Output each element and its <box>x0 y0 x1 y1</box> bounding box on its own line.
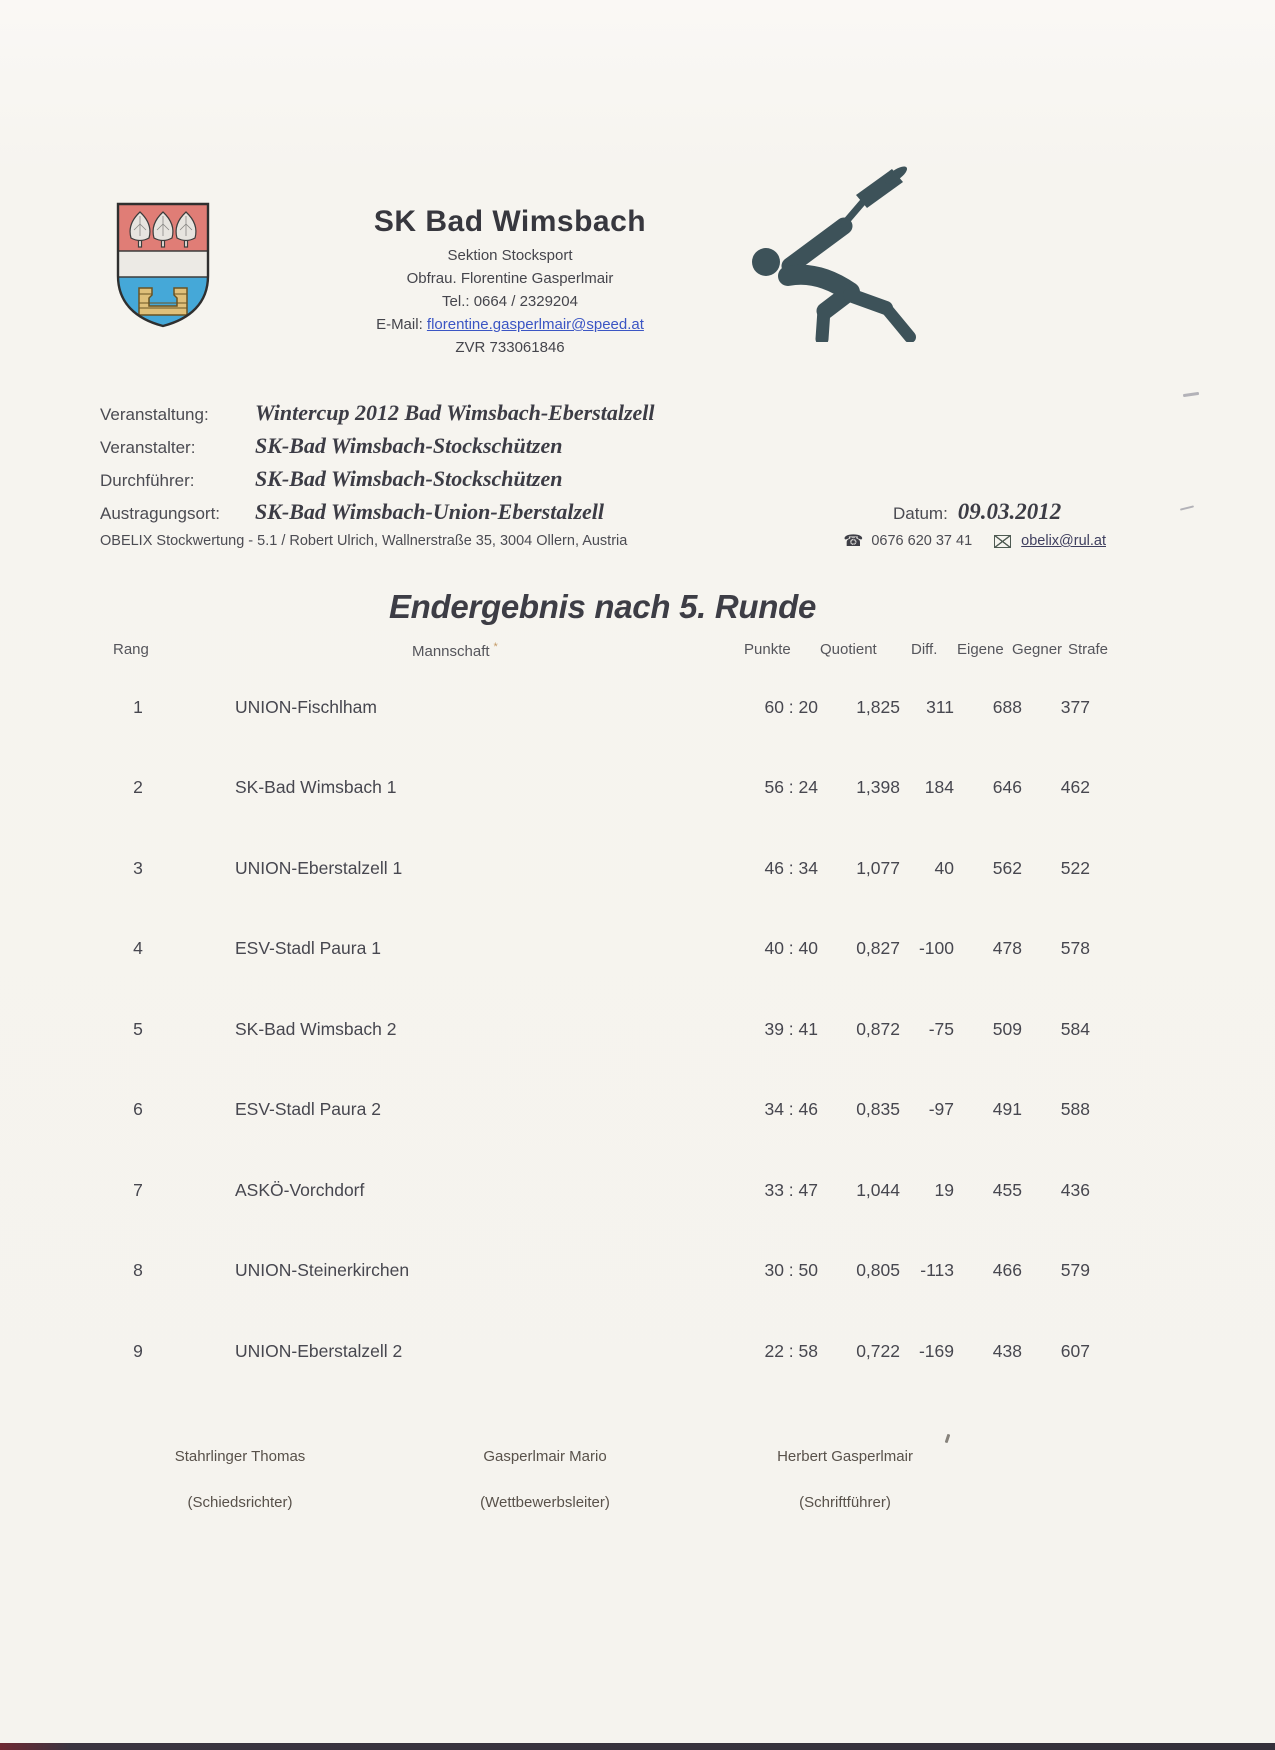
event-label: Austragungsort: <box>100 504 221 523</box>
cell-gegner: 584 <box>1060 1019 1090 1039</box>
cell-diff: -75 <box>928 1019 954 1039</box>
cell-team: SK-Bad Wimsbach 2 <box>235 1019 397 1039</box>
col-header-quotient: Quotient <box>820 641 877 658</box>
cell-eigene: 509 <box>992 1019 1022 1039</box>
cell-points: 46 : 34 <box>764 858 818 878</box>
event-label: Durchführer: <box>100 471 195 490</box>
cell-rank: 3 <box>133 858 143 878</box>
club-email-link: florentine.gasperlmair@speed.at <box>426 316 644 333</box>
cell-diff: -97 <box>928 1099 954 1119</box>
cell-team: SK-Bad Wimsbach 1 <box>235 777 397 797</box>
event-row-austragungsort <box>100 499 1000 531</box>
cell-quotient: 1,398 <box>856 777 900 797</box>
event-value: SK-Bad Wimsbach-Union-Eberstalzell <box>255 499 605 524</box>
date-value: 09.03.2012 <box>957 499 1062 524</box>
table-row <box>0 858 1275 886</box>
cell-diff: 311 <box>926 697 954 717</box>
cell-diff: 19 <box>934 1180 954 1200</box>
cell-team: ESV-Stadl Paura 2 <box>235 1099 381 1119</box>
cell-quotient: 0,722 <box>856 1341 900 1361</box>
cell-team: UNION-Steinerkirchen <box>235 1260 410 1280</box>
cell-quotient: 1,077 <box>856 858 900 878</box>
signature-block-competition-leader <box>425 1448 665 1511</box>
cell-quotient: 0,805 <box>856 1260 900 1280</box>
software-contact <box>843 531 1106 551</box>
club-name: SK Bad Wimsbach <box>373 205 647 238</box>
email-label: E-Mail: <box>376 316 427 333</box>
results-title: Endergebnis nach 5. Runde <box>388 588 817 625</box>
cell-eigene: 491 <box>992 1099 1022 1119</box>
envelope-icon <box>994 535 1011 548</box>
cell-eigene: 478 <box>992 938 1022 958</box>
scan-artifact <box>1183 392 1199 397</box>
cell-quotient: 0,835 <box>856 1099 900 1119</box>
event-label: Veranstalter: <box>100 438 196 457</box>
cell-points: 30 : 50 <box>764 1260 818 1280</box>
col-header-rang: Rang <box>113 641 149 658</box>
club-contact-person: Obfrau. Florentine Gasperlmair <box>406 270 614 287</box>
signature-role: (Schriftführer) <box>799 1494 891 1511</box>
cell-rank: 4 <box>133 938 143 958</box>
cell-diff: 40 <box>934 858 954 878</box>
event-date <box>893 499 1061 525</box>
date-label: Datum: <box>893 504 948 523</box>
cell-quotient: 0,872 <box>856 1019 900 1039</box>
table-row <box>0 1180 1275 1208</box>
cell-points: 33 : 47 <box>764 1180 818 1200</box>
cell-team: UNION-Fischlham <box>235 697 377 717</box>
club-letterhead <box>310 205 710 359</box>
table-row <box>0 938 1275 966</box>
col-header-strafe: Strafe <box>1068 641 1109 658</box>
club-section: Sektion Stocksport <box>447 247 573 264</box>
col-header-mannschaft: Mannschaft * <box>412 641 498 660</box>
phone-icon: ☎ <box>843 533 864 550</box>
cell-points: 60 : 20 <box>764 697 818 717</box>
event-value: SK-Bad Wimsbach-Stockschützen <box>255 466 563 491</box>
software-phone: 0676 620 37 41 <box>871 533 973 549</box>
cell-quotient: 0,827 <box>856 938 900 958</box>
cell-eigene: 646 <box>992 777 1022 797</box>
cell-diff: -169 <box>918 1341 954 1361</box>
cell-eigene: 562 <box>992 858 1022 878</box>
cell-diff: -113 <box>920 1260 954 1280</box>
signature-name: Herbert Gasperlmair <box>777 1448 913 1465</box>
cell-quotient: 1,825 <box>856 697 900 717</box>
club-email-line <box>310 313 710 336</box>
signature-role: (Schiedsrichter) <box>187 1494 293 1511</box>
event-row-veranstaltung <box>100 400 1000 432</box>
cell-team: UNION-Eberstalzell 2 <box>235 1341 403 1361</box>
cell-points: 39 : 41 <box>764 1019 818 1039</box>
cell-eigene: 438 <box>992 1341 1022 1361</box>
signature-role: (Wettbewerbsleiter) <box>480 1494 610 1511</box>
cell-gegner: 436 <box>1060 1180 1090 1200</box>
scan-artifact <box>945 1434 951 1443</box>
col-header-diff: Diff. <box>911 641 938 658</box>
event-row-veranstalter <box>100 433 1000 465</box>
cell-rank: 8 <box>133 1260 143 1280</box>
col-header-eigene: Eigene <box>957 641 1004 658</box>
cell-gegner: 462 <box>1060 777 1090 797</box>
software-credit-line <box>100 531 1106 551</box>
software-email-link: obelix@rul.at <box>1021 533 1106 549</box>
cell-quotient: 1,044 <box>856 1180 900 1200</box>
table-row <box>0 1341 1275 1369</box>
club-zvr: ZVR 733061846 <box>455 339 565 356</box>
event-value: Wintercup 2012 Bad Wimsbach-Eberstalzell <box>255 400 655 425</box>
col-header-gegner: Gegner <box>1012 641 1063 658</box>
cell-gegner: 578 <box>1060 938 1090 958</box>
cell-rank: 2 <box>133 777 143 797</box>
table-row <box>0 777 1275 805</box>
table-row <box>0 1099 1275 1127</box>
mannschaft-footnote-mark: * <box>493 641 498 653</box>
club-crest-icon <box>112 200 214 330</box>
scan-page-edge <box>0 1743 1275 1750</box>
table-row <box>0 1019 1275 1047</box>
cell-points: 22 : 58 <box>764 1341 818 1361</box>
stocksport-player-icon <box>722 162 932 342</box>
cell-team: ESV-Stadl Paura 1 <box>235 938 381 958</box>
cell-diff: 184 <box>924 777 954 797</box>
cell-gegner: 377 <box>1060 697 1090 717</box>
scan-artifact <box>1180 505 1194 510</box>
club-phone: Tel.: 0664 / 2329204 <box>442 293 578 310</box>
signature-block-referee <box>130 1448 350 1511</box>
cell-rank: 1 <box>133 697 143 717</box>
event-label: Veranstaltung: <box>100 405 209 424</box>
cell-eigene: 466 <box>992 1260 1022 1280</box>
cell-points: 40 : 40 <box>764 938 818 958</box>
cell-team: ASKÖ-Vorchdorf <box>235 1180 365 1200</box>
signature-block-secretary <box>715 1448 975 1511</box>
cell-points: 56 : 24 <box>764 777 818 797</box>
event-row-durchfuehrer <box>100 466 1000 498</box>
cell-points: 34 : 46 <box>764 1099 818 1119</box>
event-value: SK-Bad Wimsbach-Stockschützen <box>255 433 563 458</box>
cell-rank: 5 <box>133 1019 143 1039</box>
cell-rank: 7 <box>133 1180 143 1200</box>
software-text: OBELIX Stockwertung - 5.1 / Robert Ulrich, Wallnerstraße 35, 3004 Ollern, Austria <box>100 533 628 549</box>
cell-rank: 9 <box>133 1341 143 1361</box>
table-row <box>0 697 1275 725</box>
cell-diff: -100 <box>918 938 954 958</box>
cell-eigene: 455 <box>992 1180 1022 1200</box>
cell-rank: 6 <box>133 1099 143 1119</box>
cell-team: UNION-Eberstalzell 1 <box>235 858 403 878</box>
cell-eigene: 688 <box>992 697 1022 717</box>
cell-gegner: 522 <box>1060 858 1090 878</box>
cell-gegner: 607 <box>1060 1341 1090 1361</box>
table-row <box>0 1260 1275 1288</box>
col-header-punkte: Punkte <box>744 641 791 658</box>
signature-name: Stahrlinger Thomas <box>174 1448 306 1465</box>
signature-name: Gasperlmair Mario <box>483 1448 607 1465</box>
cell-gegner: 588 <box>1060 1099 1090 1119</box>
cell-gegner: 579 <box>1060 1260 1090 1280</box>
